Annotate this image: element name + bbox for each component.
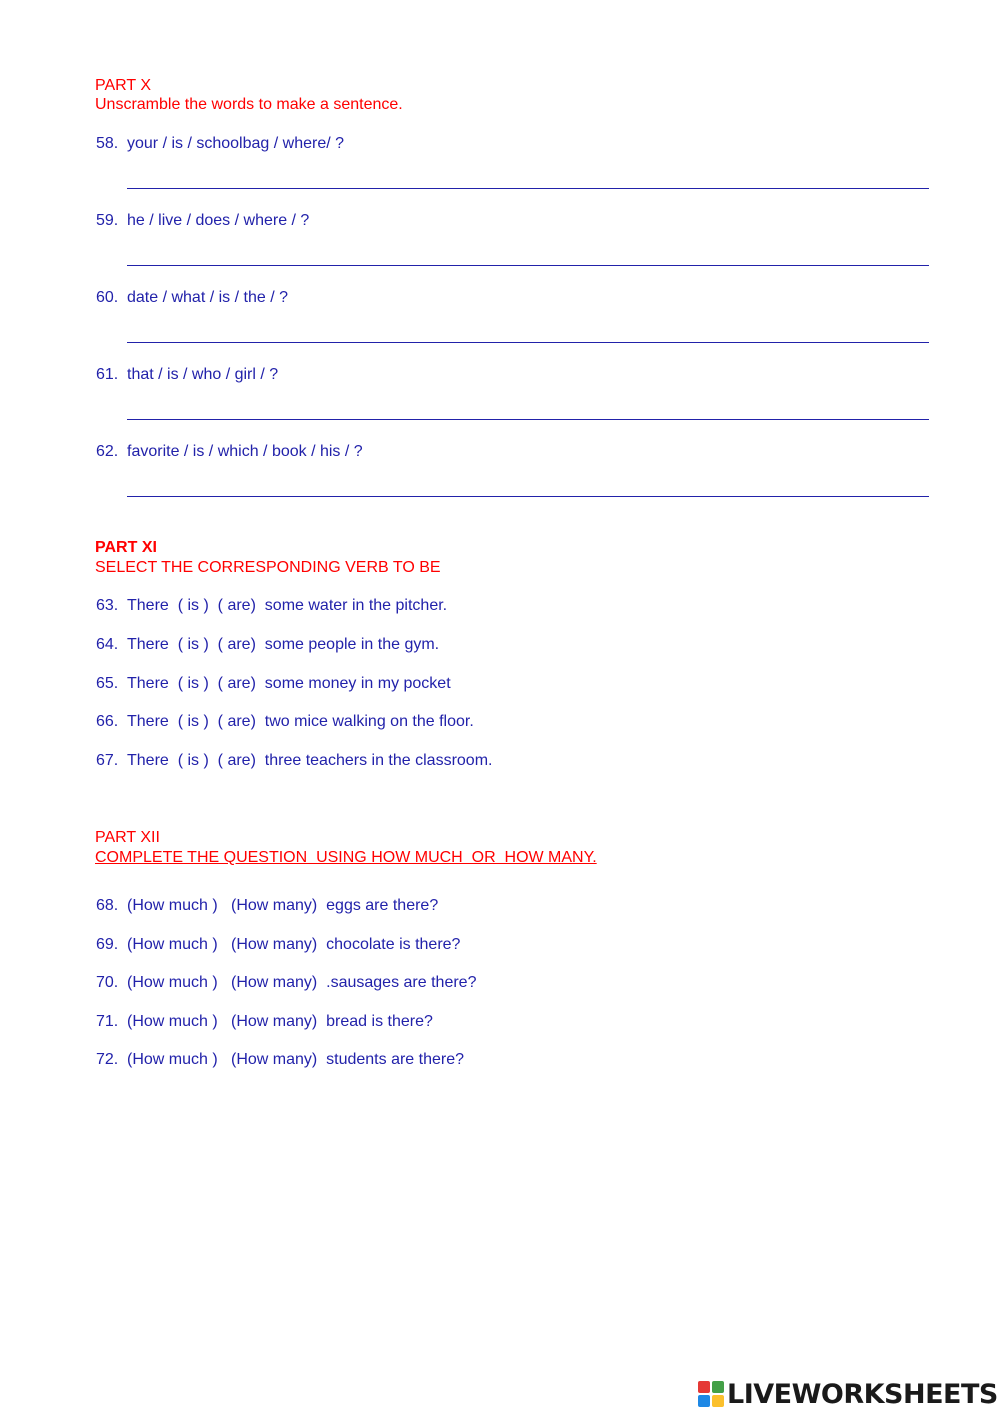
- item-text[interactable]: (How much ) (How many) .sausages are there?: [127, 974, 477, 991]
- item-number: 68.: [96, 897, 119, 914]
- list-item[interactable]: [96, 974, 476, 992]
- list-item[interactable]: [96, 752, 492, 770]
- item-number: 70.: [96, 974, 119, 991]
- list-item[interactable]: [96, 1051, 464, 1069]
- item-text[interactable]: (How much ) (How many) eggs are there?: [127, 897, 439, 914]
- list-item: [96, 135, 344, 153]
- item-text[interactable]: (How much ) (How many) students are there?: [127, 1051, 465, 1068]
- answer-line[interactable]: [127, 496, 929, 497]
- list-item: [96, 366, 278, 384]
- list-item[interactable]: [96, 675, 451, 693]
- list-item: [96, 289, 288, 307]
- item-number: 67.: [96, 752, 119, 769]
- list-item: [96, 443, 363, 461]
- answer-line[interactable]: [127, 342, 929, 343]
- item-number: 59.: [96, 212, 119, 229]
- item-number: 66.: [96, 713, 119, 730]
- logo-text: LIVEWORKSHEETS: [727, 1378, 998, 1410]
- item-number: 63.: [96, 597, 119, 614]
- answer-line[interactable]: [127, 188, 929, 189]
- item-text: that / is / who / girl / ?: [127, 366, 279, 383]
- part-x-instruction: Unscramble the words to make a sentence.: [95, 96, 403, 113]
- item-text: he / live / does / where / ?: [127, 212, 310, 229]
- item-text: date / what / is / the / ?: [127, 289, 288, 306]
- item-number: 65.: [96, 675, 119, 692]
- item-number: 72.: [96, 1051, 119, 1068]
- item-text[interactable]: (How much ) (How many) chocolate is there?: [127, 936, 461, 953]
- item-text[interactable]: There ( is ) ( are) some people in the gym.: [127, 636, 440, 653]
- item-number: 60.: [96, 289, 119, 306]
- part-xi-title: PART XI: [95, 539, 157, 556]
- item-text[interactable]: There ( is ) ( are) three teachers in the classroom.: [127, 752, 493, 769]
- item-text[interactable]: There ( is ) ( are) some water in the pitcher.: [127, 597, 448, 614]
- list-item[interactable]: [96, 713, 474, 731]
- part-xi-instruction: SELECT THE CORRESPONDING VERB TO BE: [95, 559, 441, 576]
- item-text[interactable]: There ( is ) ( are) some money in my pocket: [127, 675, 451, 692]
- item-text[interactable]: (How much ) (How many) bread is there?: [127, 1013, 433, 1030]
- part-xii-title: PART XII: [95, 829, 160, 846]
- part-x-title: PART X: [95, 77, 152, 94]
- list-item[interactable]: [96, 1013, 433, 1031]
- item-number: 61.: [96, 366, 119, 383]
- item-text: your / is / schoolbag / where/ ?: [127, 135, 344, 152]
- list-item[interactable]: [96, 897, 438, 915]
- item-number: 62.: [96, 443, 119, 460]
- liveworksheets-logo[interactable]: [698, 1380, 998, 1408]
- list-item[interactable]: [96, 936, 460, 954]
- answer-line[interactable]: [127, 265, 929, 266]
- list-item[interactable]: [96, 636, 439, 654]
- item-text[interactable]: There ( is ) ( are) two mice walking on the floor.: [127, 713, 474, 730]
- item-number: 71.: [96, 1013, 119, 1030]
- list-item: [96, 212, 309, 230]
- part-xii-instruction: COMPLETE THE QUESTION USING HOW MUCH OR HOW MANY.: [95, 849, 597, 866]
- logo-icon: [698, 1381, 724, 1407]
- list-item[interactable]: [96, 597, 447, 615]
- item-number: 58.: [96, 135, 119, 152]
- item-number: 69.: [96, 936, 119, 953]
- item-text: favorite / is / which / book / his / ?: [127, 443, 363, 460]
- item-number: 64.: [96, 636, 119, 653]
- answer-line[interactable]: [127, 419, 929, 420]
